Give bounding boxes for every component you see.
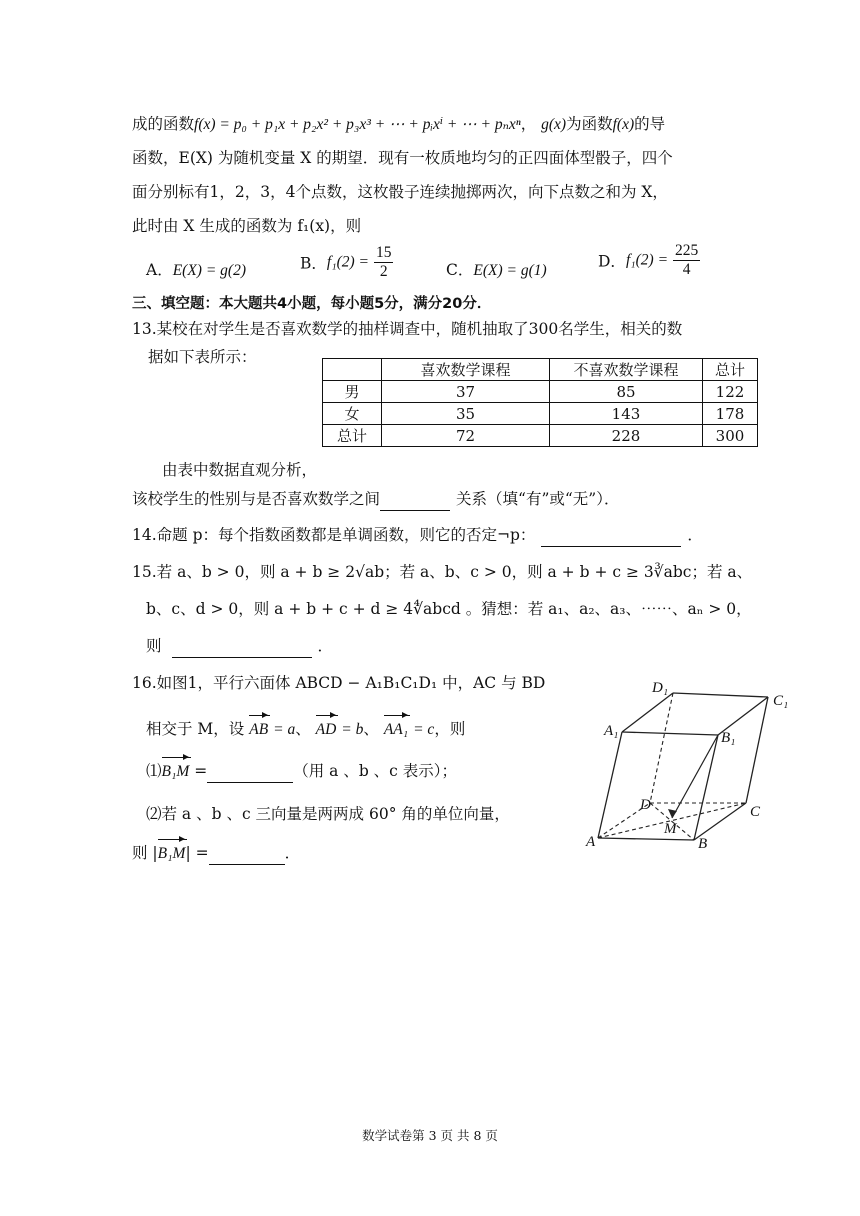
q13-line4 (132, 488, 619, 511)
q13-line4-tail: 关系（填“有”或“无”）． (456, 490, 620, 508)
table-row (323, 403, 758, 425)
q16-line1: 16.如图1，平行六面体 ABCD − A₁B₁C₁D₁ 中，AC 与 BD (132, 674, 546, 692)
label-b: B (698, 836, 708, 852)
table-cell: 228 (550, 425, 703, 447)
table-header-cell: 不喜欢数学课程 (550, 359, 703, 381)
table-cell: 122 (703, 381, 758, 403)
q12-text-d: 的导 (634, 115, 666, 133)
q16-sub3 (132, 842, 300, 865)
label-m: M (664, 821, 677, 837)
q16-line2-tail: ，则 (434, 720, 466, 738)
label-d1: D₁ (652, 680, 669, 696)
q16-sub1-note: （用 a 、b 、c 表示）； (293, 762, 458, 780)
q13-line3: 由表中数据直观分析， (162, 461, 318, 479)
label-c: C (750, 804, 761, 820)
q15-tail: ． (317, 637, 334, 655)
table-cell: 37 (382, 381, 550, 403)
q12-line3: 面分别标有1，2，3，4个点数，这枚骰子连续抛掷两次，向下点数之和为 X， (132, 183, 668, 201)
q12-text-c: 为函数 (566, 115, 613, 133)
label-a1: A₁ (604, 723, 619, 739)
label-d: D (640, 797, 651, 813)
label-c1: C₁ (773, 693, 789, 709)
option-c-expr: E(X) = g(1) (473, 262, 547, 279)
q16-sub1 (146, 760, 457, 783)
table-cell: 总计 (323, 425, 382, 447)
q15-line1: 15.若 a、b > 0，则 a + b ≥ 2√ab；若 a、b、c > 0，则 a + b + c ≥ 3∛abc；若 a、 (132, 563, 753, 581)
table-cell: 女 (323, 403, 382, 425)
section-3-title: 三、填空题：本大题共4小题，每小题5分，满分20分． (132, 296, 492, 312)
q16-sub3-text: 则 | (132, 844, 158, 862)
option-c-label: C． (446, 261, 474, 279)
edge-a1a (598, 732, 622, 838)
table-cell: 男 (323, 381, 382, 403)
q16-sep: 、 (295, 720, 311, 738)
table-cell: 300 (703, 425, 758, 447)
q16-line2 (146, 718, 465, 741)
survey-table (322, 358, 758, 447)
table-cell: 85 (550, 381, 703, 403)
q12-line4: 此时由 X 生成的函数为 f₁(x)，则 (132, 217, 362, 235)
q16-answer-blank-1 (207, 760, 293, 783)
q14-answer-blank (541, 524, 681, 547)
label-a: A (586, 834, 596, 850)
parallelepiped-figure (580, 672, 810, 862)
table-cell: 72 (382, 425, 550, 447)
label-b1: B₁ (721, 730, 736, 746)
segment-b1m (672, 735, 718, 818)
q15-answer-blank (172, 635, 312, 658)
q16-sub1-eq: = (194, 762, 208, 780)
table-cell: 143 (550, 403, 703, 425)
q12-f: f(x) (612, 116, 635, 133)
q12-text-b: ， (520, 115, 537, 133)
edge-b1b (694, 735, 718, 840)
q16-answer-blank-2 (209, 842, 285, 865)
table-header-cell (323, 359, 382, 381)
edge-a1b1 (622, 732, 718, 735)
table-row (323, 425, 758, 447)
option-b-lhs: f₁(2) = (326, 253, 369, 271)
q12-option-b (300, 244, 393, 281)
option-b-label: B． (300, 254, 327, 273)
edge-d1c1 (673, 693, 768, 697)
q16-sub1-label: ⑴ (146, 762, 162, 780)
q12-line1 (132, 113, 665, 136)
q14-tail: ． (687, 526, 703, 544)
q12-line2: 函数，E(X) 为随机变量 X 的期望．现有一枚质地均匀的正四面体型骰子，四个 (132, 149, 673, 167)
option-d-den: 4 (682, 261, 691, 278)
q16-sub2: ⑵若 a 、b 、c 三向量是两两成 60° 角的单位向量， (146, 805, 510, 823)
option-b-den: 2 (379, 263, 388, 280)
edge-a1d1 (622, 693, 673, 732)
edge-ab (598, 838, 694, 840)
edge-c1c (746, 697, 768, 803)
page-footer: 数学试卷第 3 页 共 8 页 (362, 1128, 498, 1143)
q13-line1: 13.某校在对学生是否喜欢数学的抽样调查中，随机抽取了300名学生，相关的数 (132, 320, 683, 338)
q13-line2: 据如下表所示： (148, 348, 257, 366)
vector-ab: AB (249, 719, 268, 741)
option-d-lhs: f₁(2) = (625, 251, 669, 269)
q15-line3 (146, 635, 333, 658)
table-header-row (323, 359, 758, 381)
table-header-cell: 喜欢数学课程 (382, 359, 550, 381)
q16-eq-c: = c (413, 721, 435, 738)
table-cell: 35 (382, 403, 550, 425)
q16-sep: 、 (363, 720, 379, 738)
table-header-cell: 总计 (703, 359, 758, 381)
option-b-num: 15 (375, 244, 392, 261)
vector-ad: AD (316, 719, 337, 741)
vector-aa1: AA₁ (384, 719, 408, 741)
q16-sub3-tail: ． (284, 844, 301, 862)
q12-text-a: 成的函数 (132, 115, 195, 133)
option-d-label: D． (598, 252, 626, 271)
option-d-num: 225 (674, 242, 699, 259)
q14-line (132, 524, 703, 547)
vector-b1m: B₁M (162, 761, 190, 783)
q13-line4-text: 该校学生的性别与是否喜欢数学之间 (132, 490, 381, 508)
q12-g: g(x) (541, 116, 567, 133)
option-a-label: A． (146, 261, 173, 279)
q15-text: 则 (146, 637, 162, 655)
q16-eq-a: = a (273, 721, 296, 738)
q16-sub3-eq: | = (185, 844, 209, 862)
table-row (323, 381, 758, 403)
option-b-fraction (374, 244, 394, 281)
option-d-fraction (673, 242, 700, 279)
vector-b1m-magnitude: B₁M (158, 843, 186, 865)
q12-option-c (446, 259, 547, 282)
option-a-expr: E(X) = g(2) (172, 262, 246, 279)
table-cell: 178 (703, 403, 758, 425)
q12-option-a (146, 259, 246, 282)
q12-func: f(x) = p₀ + p₁x + p₂x² + p₃x³ + ⋯ + pᵢxⁱ + ⋯ + pₙxⁿ (194, 116, 521, 133)
q16-eq-b: = b (341, 721, 364, 738)
q14-text: 14.命题 p：每个指数函数都是单调函数，则它的否定¬p： (132, 526, 536, 544)
q15-line2: b、c、d > 0，则 a + b + c + d ≥ 4∜abcd 。猜想：若 a₁、a₂、a₃、⋯⋯、aₙ > 0， (146, 600, 752, 618)
q12-option-d (598, 242, 700, 279)
q16-line2-text: 相交于 M，设 (146, 720, 245, 738)
edge-d1d (650, 693, 673, 803)
q13-answer-blank (380, 488, 450, 511)
